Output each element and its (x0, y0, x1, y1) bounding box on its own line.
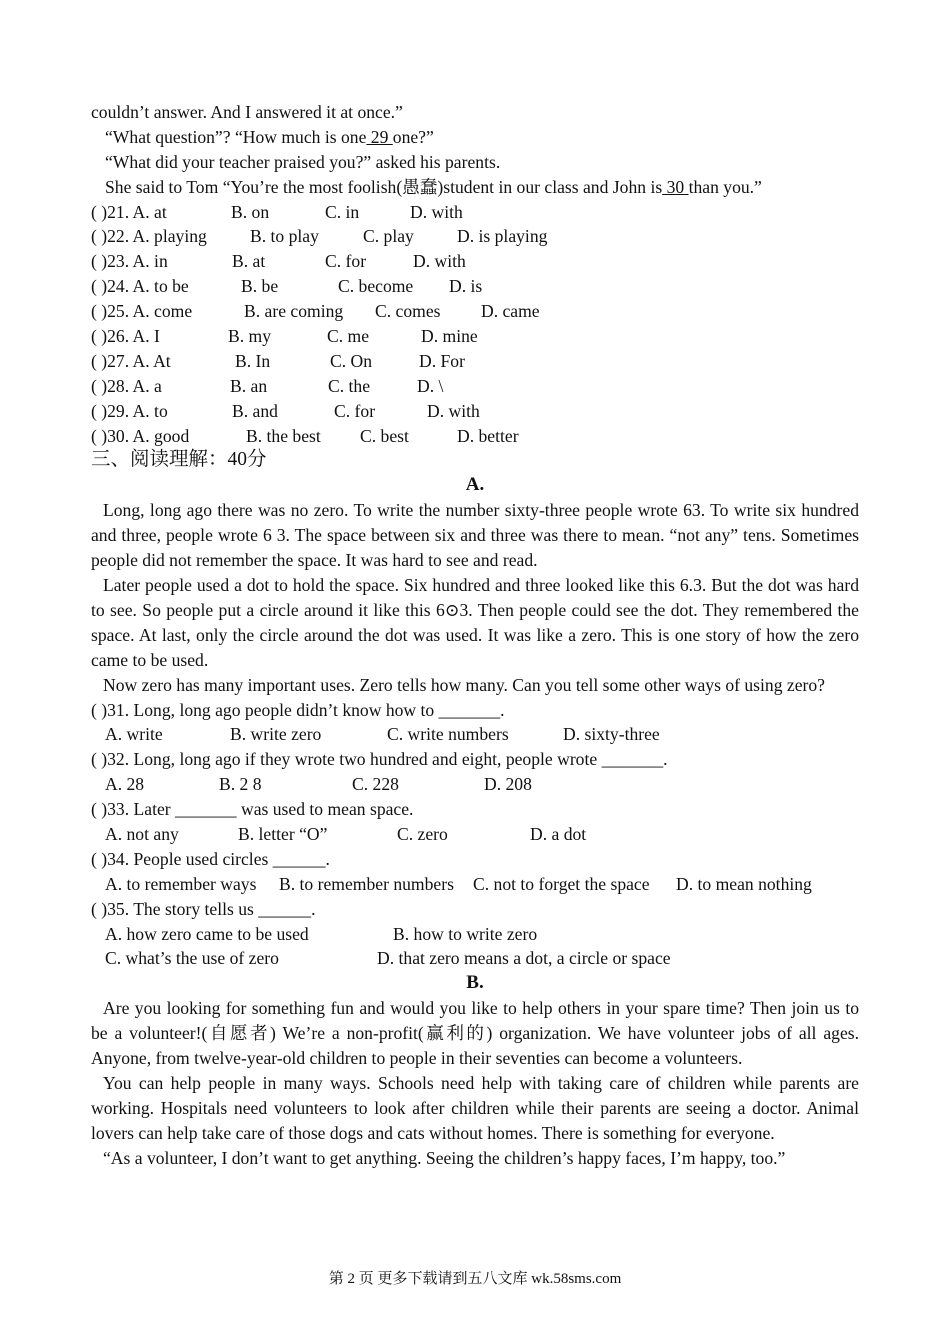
option-text: B. and (232, 400, 278, 421)
option (228, 324, 271, 349)
intro-line: couldn’t answer. And I answered it at once.” (91, 102, 403, 122)
option-text: D. better (457, 425, 519, 446)
option-text: A. good (132, 425, 190, 446)
text: She said to Tom “You’re the most foolish(愚蠢)student in our class and John is (105, 176, 663, 197)
option (363, 224, 414, 249)
option-text: A. playing (132, 226, 207, 247)
option: C. not to forget the space (473, 873, 650, 894)
option-text: B. an (230, 375, 268, 396)
question-stem: ( )34. People used circles ______. (91, 848, 330, 869)
option (235, 349, 270, 374)
option-text: D. with (410, 201, 463, 222)
paragraph: Later people used a dot to hold the space. Six hundred and three looked like this 6.3. But the dot was hard to see. So people put a circle around it like this 6⊙3. Then people could see the dot. They remembered the space. At last, only the circle around the dot was used. It was like a zero. This is one story of how the zero came to be used. (91, 574, 859, 670)
question-stem: ( )35. The story tells us ______. (91, 898, 316, 919)
option-text: B. my (228, 326, 272, 347)
question-row (91, 399, 859, 424)
question-number: ( )25. (91, 301, 130, 322)
option-text: C. in (325, 201, 360, 222)
option-text: B. be (241, 276, 279, 297)
question-number: ( )22. (91, 226, 130, 247)
option-text: D. \ (417, 375, 444, 396)
option (325, 200, 359, 225)
option-text: C. for (334, 400, 376, 421)
option-text: D. with (413, 251, 466, 272)
option (330, 349, 372, 374)
option (91, 200, 167, 225)
option: D. a dot (530, 823, 587, 844)
option (334, 399, 375, 424)
option (91, 349, 171, 374)
option: A. how zero came to be used (105, 923, 309, 944)
paragraph: Are you looking for something fun and would you like to help others in your spare time? Then join us to be a volunteer!(自愿者) We’re a non-profit(赢利的) organization. We have volunteer jobs of all ages. Anyone, from twelve-year-old children to people in their seventies can become a volunteers. (91, 998, 859, 1068)
options-row (91, 722, 859, 747)
option: A. 28 (105, 774, 145, 795)
option-text: A. come (132, 301, 193, 322)
option: A. write (105, 724, 163, 745)
option: B. letter “O” (238, 823, 328, 844)
question-row (91, 200, 859, 225)
text: one?” (392, 126, 434, 147)
option: D. to mean nothing (676, 873, 812, 894)
option (410, 200, 463, 225)
question-number: ( )28. (91, 375, 130, 396)
options-row (91, 822, 859, 847)
intro-line: “What did your teacher praised you?” asked his parents. (105, 151, 501, 172)
option (327, 324, 369, 349)
option-text: C. the (328, 375, 371, 396)
paragraph: “As a volunteer, I don’t want to get anything. Seeing the children’s happy faces, I’m happy, too.” (103, 1147, 786, 1168)
option-text: B. the best (246, 425, 321, 446)
question-number: ( )23. (91, 251, 130, 272)
question-number: ( )30. (91, 425, 130, 446)
option (231, 200, 269, 225)
options-row (91, 946, 859, 971)
paragraph: You can help people in many ways. Schools need help with taking care of children while parents are working. Hospitals need volunteers to look after children while their parents are seeing a doctor. Animal lovers can help take care of those dogs and cats without homes. There is something for everyone. (91, 1072, 859, 1143)
question-row (91, 374, 859, 399)
paragraph: Long, long ago there was no zero. To write the number sixty-three people wrote 63. To write six hundred and three, people wrote 6 3. The space between six and three was there to mean. “not any” tens. Sometimes people did not remember the space. It was hard to see and read. (91, 500, 859, 571)
option: C. what’s the use of zero (105, 948, 279, 969)
option-text: D. is playing (457, 226, 548, 247)
option-text: C. me (327, 326, 370, 347)
question-number: ( )27. (91, 350, 130, 371)
option (91, 299, 192, 324)
options-row (91, 772, 859, 797)
option (338, 274, 413, 299)
option (91, 324, 160, 349)
question-stem: ( )32. Long, long ago if they wrote two hundred and eight, people wrote _______. (91, 749, 668, 770)
question-number: ( )26. (91, 326, 130, 347)
option-text: B. In (235, 350, 271, 371)
passage-a-heading: A. (465, 474, 485, 496)
option (413, 249, 466, 274)
intro-line (91, 175, 859, 200)
option-text: C. best (360, 425, 409, 446)
option: B. to remember numbers (279, 873, 454, 894)
paragraph: Now zero has many important uses. Zero tells how many. Can you tell some other ways of using zero? (103, 674, 825, 695)
option: A. not any (105, 823, 179, 844)
options-row (91, 922, 859, 947)
option: D. 208 (484, 774, 532, 795)
option (481, 299, 540, 324)
option: D. that zero means a dot, a circle or space (377, 948, 671, 969)
option: C. write numbers (387, 724, 509, 745)
option-text: B. are coming (244, 301, 344, 322)
option (91, 424, 189, 449)
option-text: A. to (132, 400, 168, 421)
intro-line (91, 125, 859, 150)
option-text: A. I (132, 326, 160, 347)
option: C. zero (397, 823, 448, 844)
option-text: D. mine (421, 326, 478, 347)
question-row (91, 249, 859, 274)
option: B. write zero (230, 724, 322, 745)
question-row (91, 349, 859, 374)
question-stem: ( )33. Later _______ was used to mean space. (91, 799, 414, 820)
text: “What question”? “How much is one (105, 126, 367, 147)
option (457, 424, 519, 449)
passage-b-heading: B. (466, 972, 484, 994)
section-title: 三、阅读理解：40分 (91, 449, 267, 471)
option-text: C. play (363, 226, 414, 247)
option (250, 224, 319, 249)
question-row (91, 424, 859, 449)
option-text: C. comes (375, 301, 441, 322)
option-text: A. in (132, 251, 168, 272)
page-footer: 第 2 页 更多下载请到五八文库 wk.58sms.com (328, 1271, 622, 1287)
option (417, 374, 443, 399)
option-text: C. On (330, 350, 373, 371)
option (91, 224, 207, 249)
option (232, 249, 265, 274)
option (230, 374, 267, 399)
option-text: B. at (232, 251, 266, 272)
option-text: C. for (325, 251, 367, 272)
option: D. sixty-three (563, 724, 660, 745)
option (246, 424, 321, 449)
option (421, 324, 478, 349)
question-row (91, 224, 859, 249)
option (91, 374, 162, 399)
blank-30: 30 (662, 176, 689, 197)
question-number: ( )24. (91, 276, 130, 297)
question-row (91, 299, 859, 324)
option (449, 274, 482, 299)
option-text: B. to play (250, 226, 319, 247)
question-row (91, 274, 859, 299)
option: B. 2 8 (219, 774, 262, 795)
option-text: D. For (419, 350, 465, 371)
option (375, 299, 440, 324)
option (241, 274, 278, 299)
option-text: D. is (449, 276, 483, 297)
option (91, 274, 189, 299)
option: B. how to write zero (393, 923, 538, 944)
option (328, 374, 370, 399)
option-text: D. with (427, 400, 480, 421)
option (91, 399, 168, 424)
option (232, 399, 278, 424)
option: C. 228 (352, 774, 399, 795)
text: than you.” (688, 176, 762, 197)
option-text: B. on (231, 201, 270, 222)
question-row (91, 324, 859, 349)
blank-29: 29 (366, 126, 393, 147)
option-text: A. a (132, 375, 162, 396)
question-number: ( )21. (91, 201, 130, 222)
option: A. to remember ways (105, 873, 257, 894)
option (325, 249, 366, 274)
option (419, 349, 465, 374)
option-text: A. At (132, 350, 171, 371)
option-text: A. to be (132, 276, 189, 297)
option (427, 399, 480, 424)
option (91, 249, 168, 274)
option (457, 224, 547, 249)
option (360, 424, 409, 449)
question-stem: ( )31. Long, long ago people didn’t know how to _______. (91, 699, 505, 720)
option (244, 299, 343, 324)
options-row (91, 872, 859, 897)
option-text: D. came (481, 301, 540, 322)
option-text: A. at (132, 201, 167, 222)
option-text: C. become (338, 276, 414, 297)
question-number: ( )29. (91, 400, 130, 421)
